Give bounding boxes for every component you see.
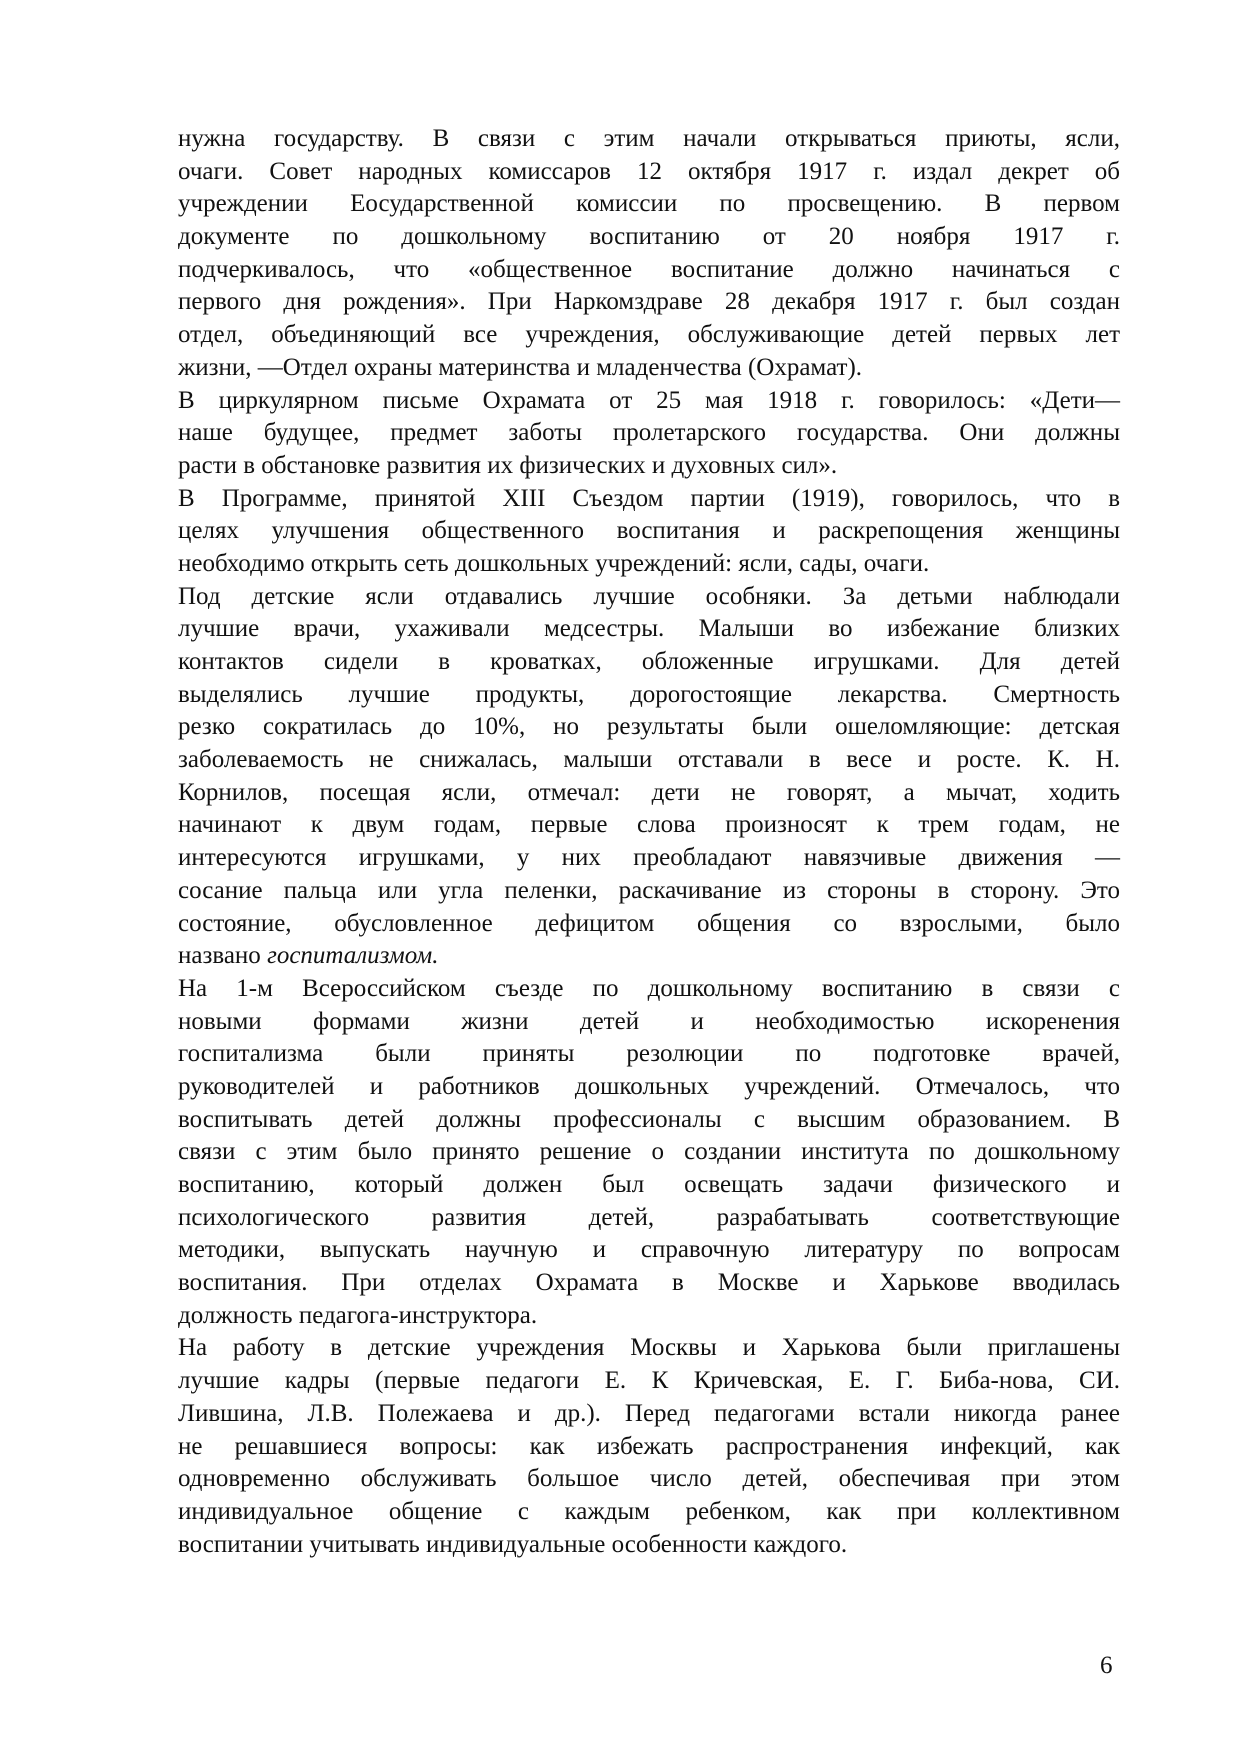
- line-text: Под детские ясли отдавались лучшие особняки. За детьми наблюдали: [178, 582, 1120, 610]
- text-line: [178, 1071, 1120, 1104]
- text-line: [178, 777, 1120, 810]
- line-text: В Программе, принятой XIII Съездом партии (1919), говорилось, что в: [178, 484, 1120, 512]
- line-text: нужна государству. В связи с этим начали открываться приюты, ясли,: [178, 125, 1120, 152]
- text-line: [178, 1365, 1120, 1398]
- paragraph: [178, 385, 1120, 483]
- line-text: названо: [178, 942, 268, 970]
- text-line: [178, 221, 1120, 254]
- line-text: Лившина, Л.В. Полежаева и др.). Перед педагогами встали никогда ранее: [178, 1399, 1120, 1427]
- paragraph: [178, 973, 1120, 1333]
- text-line: [178, 1038, 1120, 1071]
- line-text: связи с этим было принято решение о создании института по дошкольному: [178, 1138, 1120, 1166]
- text-line: [178, 1463, 1120, 1496]
- paragraph: [178, 483, 1120, 581]
- text-line: [178, 1234, 1120, 1267]
- line-text: необходимо открыть сеть дошкольных учреждений: ясли, сады, очаги.: [178, 549, 930, 577]
- text-line: [178, 744, 1120, 777]
- text-line: [178, 711, 1120, 744]
- line-text: лучшие кадры (первые педагоги Е. К Кричевская, Е. Г. Биба-нова, СИ.: [178, 1367, 1120, 1395]
- text-line: [178, 646, 1120, 679]
- text-line: [178, 156, 1120, 189]
- line-text: психологического развития детей, разрабатывать соответствующие: [178, 1203, 1120, 1231]
- line-text: резко сократилась до 10%, но результаты были ошеломляющие: детская: [178, 713, 1120, 741]
- text-line: [178, 809, 1120, 842]
- paragraph: [178, 1332, 1120, 1561]
- text-line: [178, 842, 1120, 875]
- line-text: сосание пальца или угла пеленки, раскачивание из стороны в сторону. Это: [178, 876, 1120, 904]
- paragraph: [178, 123, 1120, 385]
- text-line: [178, 515, 1120, 548]
- line-text: учреждении Еосударственной комиссии по просвещению. В первом: [178, 190, 1120, 218]
- text-line: [178, 940, 1120, 973]
- text-line: [178, 1300, 1120, 1333]
- italic-term: госпитализмом.: [267, 942, 439, 970]
- line-text: госпитализма были приняты резолюции по подготовке врачей,: [178, 1040, 1120, 1068]
- line-text: одновременно обслуживать большое число детей, обеспечивая при этом: [178, 1465, 1120, 1493]
- text-line: [178, 1332, 1120, 1365]
- body-text: [178, 123, 1120, 1561]
- text-line: [178, 548, 1120, 581]
- line-text: документе по дошкольному воспитанию от 20 ноября 1917 г.: [178, 223, 1120, 251]
- text-line: [178, 1006, 1120, 1039]
- text-line: [178, 1202, 1120, 1235]
- line-text: жизни, —Отдел охраны материнства и младенчества (Охрамат).: [178, 353, 863, 381]
- text-line: [178, 1496, 1120, 1529]
- text-line: [178, 417, 1120, 450]
- line-text: наше будущее, предмет заботы пролетарского государства. Они должны: [178, 419, 1120, 447]
- line-text: руководителей и работников дошкольных учреждений. Отмечалось, что: [178, 1072, 1120, 1100]
- line-text: должность педагога-инструктора.: [178, 1301, 538, 1329]
- line-text: целях улучшения общественного воспитания и раскрепощения женщины: [178, 517, 1120, 545]
- text-line: [178, 483, 1120, 516]
- line-text: воспитывать детей должны профессионалы с высшим образованием. В: [178, 1105, 1120, 1133]
- line-text: подчеркивалось, что «общественное воспитание должно начинаться с: [178, 255, 1120, 283]
- text-line: [178, 1398, 1120, 1431]
- line-text: индивидуальное общение с каждым ребенком, как при коллективном: [178, 1497, 1120, 1525]
- line-text: На работу в детские учреждения Москвы и Харькова были приглашены: [178, 1334, 1120, 1362]
- text-line: [178, 908, 1120, 941]
- line-text: лучшие врачи, ухаживали медсестры. Малыши во избежание близких: [178, 615, 1120, 643]
- text-line: [178, 254, 1120, 287]
- line-text: Корнилов, посещая ясли, отмечал: дети не говорят, а мычат, ходить: [178, 778, 1120, 806]
- text-line: [178, 973, 1120, 1006]
- text-line: [178, 450, 1120, 483]
- text-line: [178, 1431, 1120, 1464]
- text-line: [178, 1104, 1120, 1137]
- text-line: [178, 1529, 1120, 1562]
- line-text: не решавшиеся вопросы: как избежать распространения инфекций, как: [178, 1432, 1120, 1460]
- text-line: [178, 319, 1120, 352]
- line-text: методики, выпускать научную и справочную литературу по вопросам: [178, 1236, 1120, 1264]
- text-line: [178, 352, 1120, 385]
- text-line: [178, 581, 1120, 614]
- line-text: На 1-м Всероссийском съезде по дошкольному воспитанию в связи с: [178, 974, 1120, 1002]
- line-text: интересуются игрушками, у них преобладают навязчивые движения —: [178, 844, 1120, 872]
- text-line: [178, 385, 1120, 418]
- text-line: [178, 1267, 1120, 1300]
- line-text: контактов сидели в кроватках, обложенные игрушками. Для детей: [178, 648, 1120, 675]
- line-text: начинают к двум годам, первые слова произносят к трем годам, не: [178, 811, 1120, 839]
- text-line: [178, 613, 1120, 646]
- line-text: воспитанию, который должен был освещать задачи физического и: [178, 1171, 1120, 1198]
- line-text: отдел, объединяющий все учреждения, обслуживающие детей первых лет: [178, 321, 1120, 349]
- text-line: [178, 123, 1120, 156]
- line-text: В циркулярном письме Охрамата от 25 мая 1918 г. говорилось: «Дети—: [178, 386, 1120, 414]
- line-text: воспитании учитывать индивидуальные особенности каждого.: [178, 1530, 848, 1558]
- line-text: первого дня рождения». При Наркомздраве 28 декабря 1917 г. был создан: [178, 288, 1120, 316]
- line-text: заболеваемость не снижалась, малыши отставали в весе и росте. К. Н.: [178, 746, 1120, 774]
- text-line: [178, 679, 1120, 712]
- line-text: воспитания. При отделах Охрамата в Москве и Харькове вводилась: [178, 1269, 1120, 1297]
- text-line: [178, 875, 1120, 908]
- text-line: [178, 1169, 1120, 1202]
- line-text: новыми формами жизни детей и необходимостью искоренения: [178, 1007, 1120, 1035]
- line-text: выделялись лучшие продукты, дорогостоящие лекарства. Смертность: [178, 680, 1120, 708]
- line-text: состояние, обусловленное дефицитом общения со взрослыми, было: [178, 909, 1120, 937]
- line-text: очаги. Совет народных комиссаров 12 октября 1917 г. издал декрет об: [178, 157, 1120, 185]
- page-number: 6: [1100, 1652, 1113, 1679]
- text-line: [178, 188, 1120, 221]
- text-line: [178, 1136, 1120, 1169]
- line-text: расти в обстановке развития их физических и духовных сил».: [178, 451, 838, 479]
- paragraph: [178, 581, 1120, 973]
- text-line: [178, 286, 1120, 319]
